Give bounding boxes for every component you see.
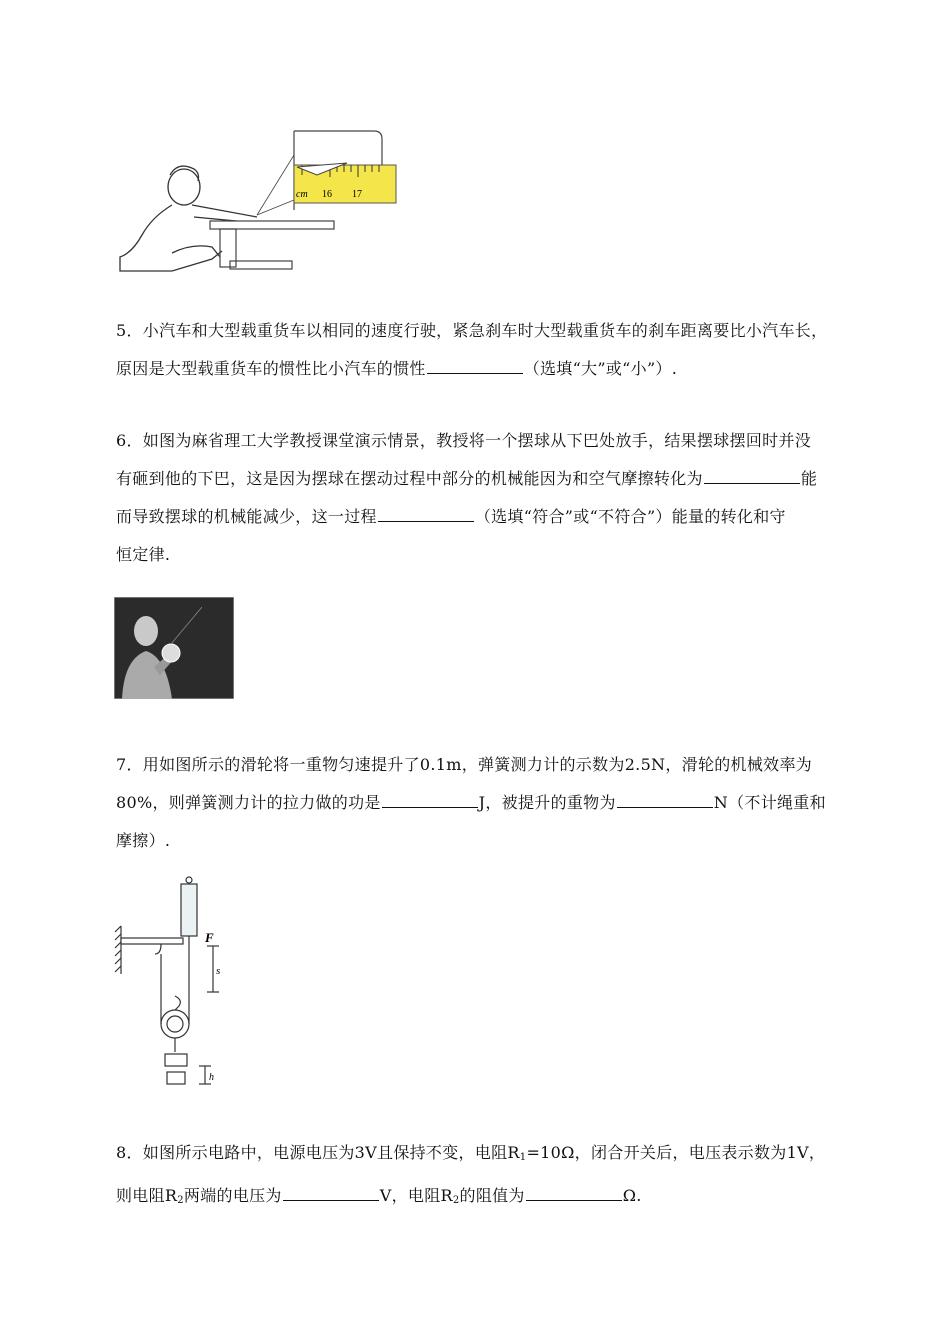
q8-sub-3: 2	[452, 1195, 460, 1206]
q7-text-a: 80%，则弹簧测力计的拉力做的功是	[116, 793, 381, 812]
force-label: F	[205, 930, 214, 945]
pendulum-ball	[162, 644, 180, 662]
q7-line-3: 摩擦）.	[116, 831, 171, 850]
q8-text-c: 则电阻R	[116, 1186, 178, 1205]
q8-line-1	[116, 1134, 836, 1177]
q8-text-b: =10Ω，闭合开关后，电压表示数为1V，	[526, 1143, 826, 1162]
q8-answer-blank-1[interactable]	[283, 1184, 379, 1201]
q5-answer-blank[interactable]	[427, 357, 523, 374]
ruler-unit-label: cm	[296, 189, 308, 200]
q8-text-e: V，电阻R	[379, 1186, 453, 1205]
q7-text-b: J，被提升的重物为	[478, 793, 616, 812]
q7-answer-blank-2[interactable]	[617, 791, 713, 808]
q8-text-a: 8．如图所示电路中，电源电压为3V且保持不变，电阻R	[116, 1143, 520, 1162]
q7-answer-blank-1[interactable]	[382, 791, 478, 808]
q6-line-4: 恒定律.	[116, 545, 171, 564]
sit-and-reach-figure	[112, 125, 402, 275]
pulley-figure	[113, 874, 229, 1088]
professor-pendulum-photo	[114, 597, 234, 699]
q7-line-1: 7．用如图所示的滑轮将一重物匀速提升了0.1m，弹簧测力计的示数为2.5N，滑轮的机械效率为	[116, 755, 813, 774]
q6-text-a: 有砸到他的下巴，这是因为摆球在摆动过程中部分的机械能因为和空气摩擦转化为	[116, 469, 703, 488]
spring-scale	[181, 884, 197, 936]
q8-text-d: 两端的电压为	[183, 1186, 282, 1205]
question-7	[116, 746, 836, 860]
question-8	[116, 1134, 836, 1220]
q7-text-c: N（不计绳重和	[713, 793, 826, 812]
q5-text-b: （选填“大”或“小”）.	[523, 359, 678, 378]
q6-line-3	[116, 498, 836, 536]
q8-text-f: 的阻值为	[459, 1186, 525, 1205]
q6-answer-blank-2[interactable]	[378, 505, 474, 522]
q6-line-2	[116, 460, 836, 498]
question-5	[116, 312, 836, 388]
q6-line-1: 6．如图为麻省理工大学教授课堂演示情景，教授将一个摆球从下巴处放手，结果摆球摆回时并没	[116, 431, 812, 450]
q6-text-c: 而导致摆球的机械能减少，这一过程	[116, 507, 377, 526]
ruler-tick-17: 17	[352, 189, 362, 200]
q5-text-a: 原因是大型载重货车的惯性比小汽车的惯性	[116, 359, 426, 378]
ruler-tick-16: 16	[322, 189, 332, 200]
q5-line-2	[116, 350, 836, 388]
q7-line-2	[116, 784, 836, 822]
q8-answer-blank-2[interactable]	[526, 1184, 622, 1201]
q6-answer-blank-1[interactable]	[704, 467, 800, 484]
q5-line-1: 5．小汽车和大型载重货车以相同的速度行驶，紧急刹车时大型载重货车的刹车距离要比小汽车长，	[116, 321, 828, 340]
height-h-label: h	[209, 1072, 214, 1083]
q8-sub-2: 2	[177, 1195, 184, 1206]
q6-text-b: 能	[800, 469, 818, 488]
movable-pulley	[161, 1010, 189, 1038]
q6-text-d: （选填“符合”或“不符合”）能量的转化和守	[474, 507, 786, 526]
distance-s-label: s	[216, 965, 221, 977]
q8-text-g: Ω.	[622, 1186, 642, 1205]
question-6	[116, 422, 836, 574]
weight-block	[165, 1054, 187, 1066]
q8-line-2	[116, 1177, 836, 1220]
q8-sub-1: 1	[519, 1152, 527, 1163]
